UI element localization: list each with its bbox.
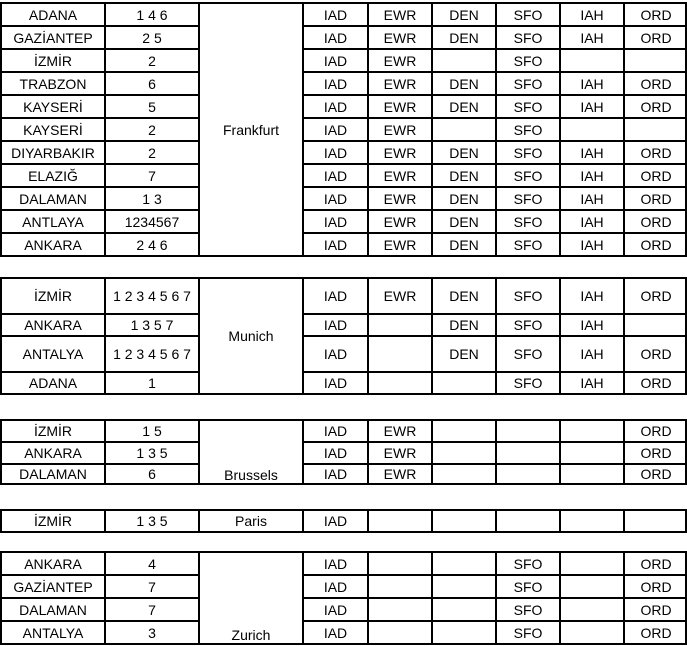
hub-city: Brussels <box>224 467 278 483</box>
destination-iah <box>561 622 623 643</box>
destination-sfo: SFO <box>513 52 543 69</box>
destination-den <box>433 443 495 463</box>
destination-sfo: SFO <box>513 98 543 115</box>
destination-ord: ORD <box>640 375 672 391</box>
destination-sfo <box>497 511 559 531</box>
destination-ord: ORD <box>640 423 672 439</box>
destination-ewr: EWR <box>383 466 417 482</box>
destination-ord: ORD <box>640 167 672 184</box>
destination-iah: IAH <box>580 98 604 115</box>
destination-den: DEN <box>449 346 479 362</box>
destination-iah: IAH <box>580 75 604 92</box>
destination-sfo: SFO <box>513 346 543 362</box>
operating-days: 6 <box>148 466 156 482</box>
destination-iad: IAD <box>323 144 348 161</box>
operating-days: 1 3 <box>142 190 162 207</box>
destination-iah: IAH <box>580 236 604 253</box>
destination-sfo: SFO <box>513 375 543 391</box>
operating-days: 1 3 5 7 <box>130 317 174 333</box>
destination-iah: IAH <box>580 167 604 184</box>
operating-days: 2 <box>148 121 156 138</box>
destination-sfo: SFO <box>513 288 543 304</box>
destination-sfo: SFO <box>513 578 543 595</box>
hub-city: Frankfurt <box>222 121 279 138</box>
operating-days: 3 <box>148 624 156 641</box>
destination-iad: IAD <box>323 167 348 184</box>
destination-iah <box>561 511 623 531</box>
destination-iad: IAD <box>323 29 348 46</box>
destination-ord <box>625 315 687 335</box>
destination-iah: IAH <box>580 190 604 207</box>
destination-ewr <box>369 553 431 574</box>
destination-iad: IAD <box>323 555 348 572</box>
destination-ord: ORD <box>640 346 672 362</box>
destination-iad: IAD <box>323 317 348 333</box>
destination-den: DEN <box>449 236 479 253</box>
destination-sfo: SFO <box>513 121 543 138</box>
destination-den: DEN <box>449 167 479 184</box>
destination-iah: IAH <box>580 29 604 46</box>
destination-ord: ORD <box>640 98 672 115</box>
destination-den <box>433 511 495 531</box>
destination-den: DEN <box>449 288 479 304</box>
destination-ord: ORD <box>640 6 672 23</box>
destination-ewr: EWR <box>383 190 417 207</box>
destination-iad: IAD <box>323 121 348 138</box>
destination-iad: IAD <box>323 288 348 304</box>
destination-den: DEN <box>449 213 479 230</box>
destination-ewr: EWR <box>383 213 417 230</box>
destination-den: DEN <box>449 190 479 207</box>
origin-city: DALAMAN <box>19 190 87 207</box>
destination-ord <box>625 50 687 71</box>
operating-days: 6 <box>148 75 156 92</box>
destination-iad: IAD <box>323 213 348 230</box>
destination-iah: IAH <box>580 375 604 391</box>
destination-iad: IAD <box>323 190 348 207</box>
destination-ewr: EWR <box>383 167 417 184</box>
destination-ewr: EWR <box>383 52 417 69</box>
destination-den <box>433 421 495 441</box>
origin-city: ADANA <box>28 375 78 391</box>
destination-ewr: EWR <box>383 29 417 46</box>
destination-ewr <box>369 315 431 335</box>
destination-iad: IAD <box>323 52 348 69</box>
destination-ewr: EWR <box>383 445 417 461</box>
destination-den <box>433 465 495 483</box>
destination-iad: IAD <box>323 445 348 461</box>
destination-ord: ORD <box>640 624 672 641</box>
operating-days: 7 <box>148 167 156 184</box>
destination-sfo: SFO <box>513 144 543 161</box>
destination-den <box>433 50 495 71</box>
origin-city: İZMİR <box>33 513 73 529</box>
destination-sfo <box>497 465 559 483</box>
destination-ord: ORD <box>640 29 672 46</box>
hub-group-zurich <box>0 551 687 645</box>
destination-sfo: SFO <box>513 236 543 253</box>
operating-days: 7 <box>148 578 156 595</box>
destination-sfo: SFO <box>513 6 543 23</box>
destination-iah: IAH <box>580 288 604 304</box>
destination-sfo: SFO <box>513 317 543 333</box>
origin-city: ANTALYA <box>22 346 84 362</box>
operating-days: 1 2 3 4 5 6 7 <box>113 288 191 304</box>
destination-iad: IAD <box>323 6 348 23</box>
operating-days: 5 <box>148 98 156 115</box>
destination-ewr <box>369 576 431 597</box>
destination-iad: IAD <box>323 346 348 362</box>
destination-iad: IAD <box>323 466 348 482</box>
origin-city: DALAMAN <box>19 466 87 482</box>
destination-ord: ORD <box>640 144 672 161</box>
destination-iah: IAH <box>580 317 604 333</box>
origin-city: GAZİANTEP <box>13 29 93 46</box>
destination-sfo <box>497 421 559 441</box>
operating-days: 1 4 6 <box>136 6 168 23</box>
destination-iah <box>561 553 623 574</box>
destination-den <box>433 622 495 643</box>
hub-group-brussels <box>0 419 687 485</box>
destination-ewr: EWR <box>383 144 417 161</box>
operating-days: 1 3 5 <box>136 513 168 529</box>
operating-days: 1 2 3 4 5 6 7 <box>113 346 191 362</box>
destination-ewr: EWR <box>383 236 417 253</box>
destination-iad: IAD <box>323 578 348 595</box>
destination-iah <box>561 443 623 463</box>
origin-city: DIYARBAKIR <box>11 144 95 161</box>
destination-sfo <box>497 443 559 463</box>
destination-ewr <box>369 511 431 531</box>
destination-iah <box>561 465 623 483</box>
destination-iah: IAH <box>580 346 604 362</box>
destination-ewr: EWR <box>383 121 417 138</box>
destination-iad: IAD <box>323 75 348 92</box>
operating-days: 4 <box>148 555 156 572</box>
destination-iad: IAD <box>323 375 348 391</box>
destination-den: DEN <box>449 6 479 23</box>
origin-city: İZMİR <box>33 423 73 439</box>
destination-iah <box>561 576 623 597</box>
origin-city: TRABZON <box>19 75 87 92</box>
destination-den: DEN <box>449 29 479 46</box>
origin-city: ADANA <box>28 6 78 23</box>
destination-iah: IAH <box>580 213 604 230</box>
destination-sfo: SFO <box>513 190 543 207</box>
destination-ewr: EWR <box>383 75 417 92</box>
destination-den: DEN <box>449 75 479 92</box>
destination-iah <box>561 119 623 140</box>
destination-ord <box>625 119 687 140</box>
operating-days: 1 <box>148 375 156 391</box>
destination-sfo: SFO <box>513 75 543 92</box>
origin-city: ANKARA <box>24 236 82 253</box>
destination-ewr: EWR <box>383 6 417 23</box>
origin-city: ELAZIĞ <box>28 167 78 184</box>
operating-days: 2 <box>148 52 156 69</box>
origin-city: ANTALYA <box>22 624 84 641</box>
destination-sfo: SFO <box>513 555 543 572</box>
destination-ord: ORD <box>640 555 672 572</box>
origin-city: ANKARA <box>24 555 82 572</box>
destination-den <box>433 373 495 393</box>
destination-sfo: SFO <box>513 29 543 46</box>
destination-ord: ORD <box>640 288 672 304</box>
operating-days: 2 5 <box>142 29 162 46</box>
origin-city: ANKARA <box>24 317 82 333</box>
destination-ewr: EWR <box>383 98 417 115</box>
operating-days: 2 4 6 <box>136 236 168 253</box>
origin-city: İZMİR <box>33 288 73 304</box>
origin-city: KAYSERİ <box>23 121 83 138</box>
destination-ord: ORD <box>640 213 672 230</box>
hub-city: Munich <box>228 328 274 344</box>
hub-city: Paris <box>235 513 267 529</box>
destination-den: DEN <box>449 144 479 161</box>
origin-city: ANTLAYA <box>22 213 84 230</box>
destination-iad: IAD <box>323 236 348 253</box>
destination-den <box>433 553 495 574</box>
operating-days: 1234567 <box>124 213 180 230</box>
destination-ord <box>625 511 687 531</box>
hub-group-munich <box>0 277 687 395</box>
destination-sfo: SFO <box>513 601 543 618</box>
hub-group-paris <box>0 509 687 533</box>
destination-den <box>433 576 495 597</box>
destination-ord: ORD <box>640 445 672 461</box>
destination-ord: ORD <box>640 601 672 618</box>
destination-iah: IAH <box>580 6 604 23</box>
destination-ord: ORD <box>640 578 672 595</box>
destination-sfo: SFO <box>513 167 543 184</box>
destination-iah <box>561 421 623 441</box>
origin-city: İZMİR <box>33 52 73 69</box>
destination-ewr: EWR <box>383 288 417 304</box>
destination-iah: IAH <box>580 144 604 161</box>
origin-city: GAZİANTEP <box>13 578 93 595</box>
destination-ewr <box>369 622 431 643</box>
destination-ord: ORD <box>640 75 672 92</box>
operating-days: 7 <box>148 601 156 618</box>
operating-days: 1 5 <box>142 423 162 439</box>
origin-city: DALAMAN <box>19 601 87 618</box>
destination-iad: IAD <box>323 624 348 641</box>
destination-iad: IAD <box>323 513 348 529</box>
hub-city: Zurich <box>231 627 271 643</box>
origin-city: ANKARA <box>24 445 82 461</box>
destination-den <box>433 599 495 620</box>
destination-ord: ORD <box>640 236 672 253</box>
destination-ewr <box>369 599 431 620</box>
destination-iad: IAD <box>323 98 348 115</box>
operating-days: 1 3 5 <box>136 445 168 461</box>
destination-ewr <box>369 373 431 393</box>
hub-group-frankfurt <box>0 2 687 257</box>
destination-ewr <box>369 337 431 371</box>
destination-ewr: EWR <box>383 423 417 439</box>
destination-ord: ORD <box>640 466 672 482</box>
destination-iah <box>561 599 623 620</box>
destination-iad: IAD <box>323 423 348 439</box>
destination-sfo: SFO <box>513 213 543 230</box>
origin-city: KAYSERİ <box>23 98 83 115</box>
destination-sfo: SFO <box>513 624 543 641</box>
destination-den: DEN <box>449 98 479 115</box>
destination-iah <box>561 50 623 71</box>
destination-ord: ORD <box>640 190 672 207</box>
destination-iad: IAD <box>323 601 348 618</box>
operating-days: 2 <box>148 144 156 161</box>
destination-den: DEN <box>449 317 479 333</box>
destination-den <box>433 119 495 140</box>
